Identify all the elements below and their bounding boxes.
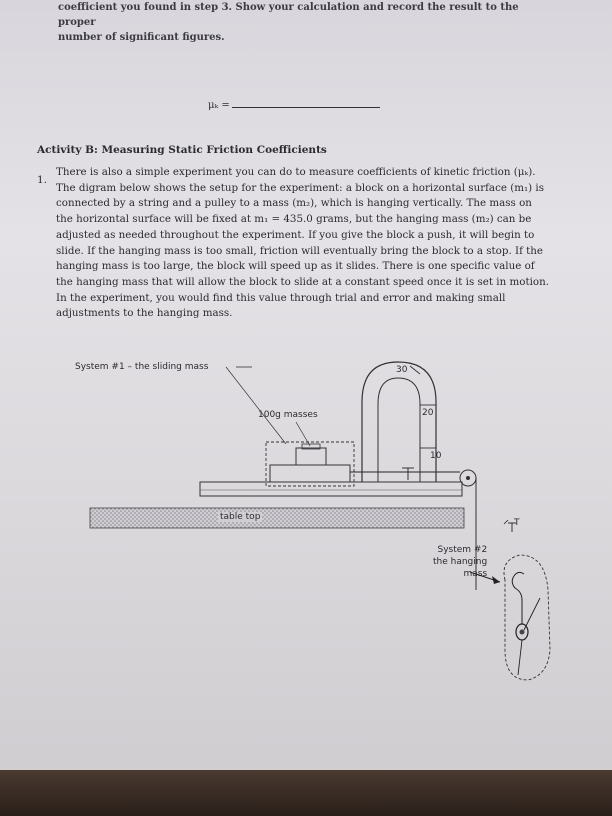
paragraph-line: There is also a simple experiment you can do to measure coefficients of kinetic friction (μₖ).: [56, 166, 536, 178]
system2-line-2: the hanging: [433, 557, 488, 567]
desk-surface: [0, 770, 612, 816]
table-top-label: table top: [220, 512, 261, 522]
header-line-1: coefficient you found in step 3. Show your calculation and record the result to the proper: [58, 2, 519, 28]
paragraph-line: adjusted as needed throughout the experiment. If you give the block a push, it will begin to: [56, 228, 535, 241]
activity-title: Activity B: Measuring Static Friction Coefficients: [37, 144, 327, 156]
system2-outline: [504, 555, 550, 680]
paragraph-line: the horizontal surface will be fixed at m₁ = 435.0 grams, but the hanging mass (m₂) can be: [56, 213, 532, 226]
header-line-2: number of significant figures.: [58, 32, 225, 43]
system1-label: System #1 – the sliding mass: [75, 362, 209, 372]
paragraph-line: The digram below shows the setup for the experiment: a block on a horizontal surface (m₁) is: [56, 181, 544, 194]
paragraph-line: hanging mass is too large, the block will speed up as it slides. There is one specific value of: [56, 260, 535, 273]
paragraph-line: In the experiment, you would find this value through trial and error and making small: [56, 291, 506, 304]
system2-line-1: System #2: [437, 545, 488, 555]
mass-stack: [296, 448, 326, 465]
mu-k-label: μₖ =: [208, 100, 230, 111]
paragraph-line: connected by a string and a pulley to a mass (m₂), which is hanging vertically. The mass on: [56, 197, 532, 210]
tension-label: T: [514, 518, 520, 528]
scale-label-10: 10: [430, 451, 442, 461]
paragraph-line: adjustments to the hanging mass.: [56, 307, 233, 320]
paragraph-line: slide. If the hanging mass is too small, friction will eventually bring the block to a stop. If the: [56, 244, 544, 257]
previous-step-text: [58, 0, 548, 45]
item-number: 1.: [37, 174, 48, 186]
table-top-surface: [90, 508, 464, 528]
activity-paragraph: [56, 165, 564, 322]
scale-label-20: 20: [422, 408, 434, 418]
horizontal-track: [200, 482, 462, 496]
system2-line-3: mass: [463, 569, 488, 579]
system2-label: [433, 544, 487, 580]
masses-label: 100g masses: [258, 410, 318, 420]
friction-setup-diagram: [0, 330, 612, 700]
scale-label-30: 30: [396, 365, 408, 375]
paragraph-line: the hanging mass that will allow the block to slide at a constant speed once it is set in motion.: [56, 275, 549, 288]
sliding-block: [270, 465, 350, 482]
mu-k-answer-blank: [232, 107, 380, 108]
arched-scale: [362, 362, 436, 482]
